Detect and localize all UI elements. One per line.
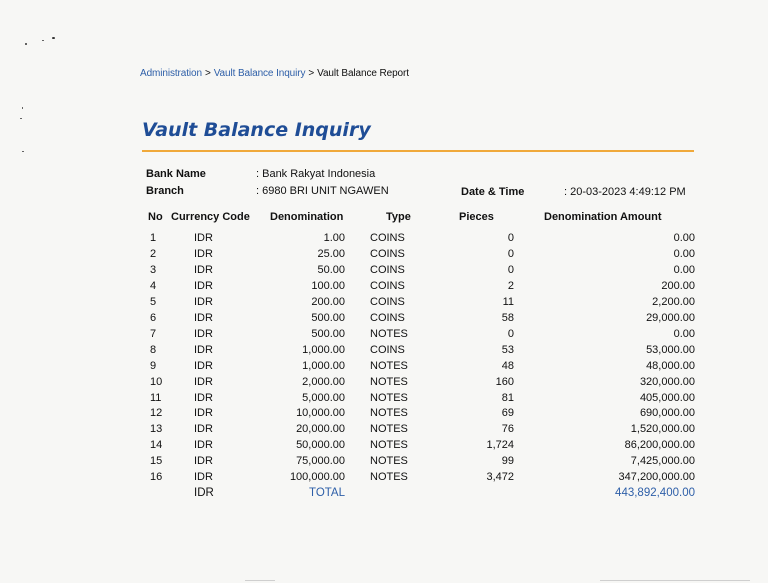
row-type: NOTES <box>370 391 408 404</box>
table-row <box>0 328 768 344</box>
total-currency: IDR <box>194 487 214 499</box>
row-amount: 48,000.00 <box>646 359 695 372</box>
table-row <box>0 248 768 264</box>
row-no: 3 <box>150 263 157 276</box>
row-currency: IDR <box>194 423 213 436</box>
row-currency: IDR <box>194 391 213 404</box>
row-currency: IDR <box>194 343 213 356</box>
breadcrumb-separator: > <box>308 68 315 79</box>
row-pieces: 3,472 <box>486 471 514 484</box>
row-pieces: 81 <box>501 391 514 404</box>
row-type: NOTES <box>370 455 408 468</box>
row-amount: 320,000.00 <box>639 375 695 388</box>
row-amount: 405,000.00 <box>639 391 695 404</box>
breadcrumb-link-vault-balance-inquiry[interactable]: Vault Balance Inquiry <box>213 68 306 79</box>
row-pieces: 99 <box>501 455 514 468</box>
row-pieces: 0 <box>507 327 514 340</box>
row-no: 15 <box>150 455 163 468</box>
branch-value: : 6980 BRI UNIT NGAWEN <box>256 185 389 197</box>
scan-speck <box>52 37 55 39</box>
row-type: NOTES <box>370 439 408 452</box>
table-row <box>0 455 768 471</box>
header-pieces: Pieces <box>459 211 494 223</box>
row-no: 14 <box>150 439 163 452</box>
table-row <box>0 376 768 392</box>
scan-speck <box>25 43 27 45</box>
row-denomination: 5,000.00 <box>302 391 345 404</box>
scan-line <box>245 580 275 581</box>
table-row <box>0 312 768 328</box>
row-type: NOTES <box>370 423 408 436</box>
table-row <box>0 471 768 487</box>
row-amount: 0.00 <box>673 327 695 340</box>
row-pieces: 11 <box>502 295 514 308</box>
row-amount: 7,425,000.00 <box>630 455 695 468</box>
row-currency: IDR <box>194 295 213 308</box>
row-no: 16 <box>150 471 163 484</box>
row-denomination: 500.00 <box>311 327 345 340</box>
header-type: Type <box>386 211 411 223</box>
row-currency: IDR <box>194 232 213 244</box>
row-no: 11 <box>150 391 162 404</box>
row-pieces: 76 <box>501 423 514 436</box>
total-amount: 443,892,400.00 <box>615 487 695 499</box>
table-row <box>0 296 768 312</box>
row-no: 1 <box>150 232 157 244</box>
row-type: NOTES <box>370 407 408 420</box>
row-pieces: 0 <box>507 232 514 244</box>
row-amount: 2,200.00 <box>652 295 695 308</box>
breadcrumb <box>140 68 409 79</box>
table-row <box>0 407 768 423</box>
row-denomination: 20,000.00 <box>296 423 345 436</box>
row-denomination: 100,000.00 <box>289 471 345 484</box>
row-pieces: 1,724 <box>486 439 514 452</box>
scan-speck <box>20 118 22 119</box>
row-amount: 200.00 <box>661 279 695 292</box>
header-denomination: Denomination <box>270 211 344 223</box>
row-currency: IDR <box>194 455 213 468</box>
table-row <box>0 439 768 455</box>
row-denomination: 1,000.00 <box>302 343 345 356</box>
title-underline <box>142 150 694 152</box>
branch-label: Branch <box>146 185 184 197</box>
breadcrumb-link-administration[interactable]: Administration <box>140 68 202 79</box>
row-denomination: 50.00 <box>317 263 345 276</box>
row-no: 6 <box>150 311 157 324</box>
row-amount: 347,200,000.00 <box>618 471 695 484</box>
row-pieces: 53 <box>501 343 514 356</box>
row-amount: 53,000.00 <box>646 343 695 356</box>
table-row <box>0 392 768 408</box>
row-amount: 690,000.00 <box>639 407 695 420</box>
row-no: 8 <box>150 343 157 356</box>
table-row <box>0 360 768 376</box>
row-type: NOTES <box>370 359 408 372</box>
row-type: COINS <box>370 295 405 308</box>
page-title: Vault Balance Inquiry <box>142 119 371 141</box>
row-type: COINS <box>370 247 405 260</box>
row-no: 9 <box>150 359 157 372</box>
scan-line <box>600 580 750 581</box>
row-no: 13 <box>150 423 163 436</box>
row-denomination: 1.00 <box>323 232 345 244</box>
row-denomination: 2,000.00 <box>302 375 345 388</box>
breadcrumb-current: Vault Balance Report <box>317 68 409 79</box>
row-denomination: 1,000.00 <box>302 359 345 372</box>
row-denomination: 25.00 <box>317 247 345 260</box>
table-total-row <box>0 486 768 502</box>
row-no: 4 <box>150 279 157 292</box>
row-currency: IDR <box>194 407 213 420</box>
row-denomination: 200.00 <box>311 295 345 308</box>
scan-speck <box>42 40 44 41</box>
row-pieces: 48 <box>501 359 514 372</box>
row-type: NOTES <box>370 375 408 388</box>
total-label: TOTAL <box>309 487 345 499</box>
table-row <box>0 264 768 280</box>
header-denomination-amount: Denomination Amount <box>544 211 662 223</box>
scan-speck <box>22 151 24 152</box>
table-row <box>0 280 768 296</box>
row-currency: IDR <box>194 279 213 292</box>
row-type: COINS <box>370 343 405 356</box>
header-no: No <box>148 211 163 223</box>
scan-speck <box>22 107 23 109</box>
row-no: 10 <box>150 375 163 388</box>
datetime-value: : 20-03-2023 4:49:12 PM <box>564 186 686 198</box>
header-currency-code: Currency Code <box>171 211 250 223</box>
row-amount: 1,520,000.00 <box>630 423 695 436</box>
datetime-label: Date & Time <box>461 186 525 198</box>
breadcrumb-separator: > <box>204 68 211 79</box>
row-no: 5 <box>150 295 157 308</box>
row-denomination: 10,000.00 <box>296 407 345 420</box>
row-currency: IDR <box>194 327 213 340</box>
row-currency: IDR <box>194 247 213 260</box>
row-amount: 0.00 <box>673 247 695 260</box>
row-type: COINS <box>370 232 405 244</box>
row-pieces: 160 <box>495 375 514 388</box>
row-pieces: 69 <box>501 407 514 420</box>
row-amount: 0.00 <box>673 263 695 276</box>
row-amount: 86,200,000.00 <box>624 439 695 452</box>
row-denomination: 100.00 <box>311 279 345 292</box>
row-denomination: 50,000.00 <box>296 439 345 452</box>
bank-name-label: Bank Name <box>146 168 206 180</box>
table-row <box>0 232 768 248</box>
row-pieces: 0 <box>507 263 514 276</box>
row-currency: IDR <box>194 263 213 276</box>
row-type: NOTES <box>370 327 408 340</box>
row-no: 7 <box>150 327 157 340</box>
row-pieces: 2 <box>507 279 514 292</box>
row-denomination: 500.00 <box>311 311 345 324</box>
row-denomination: 75,000.00 <box>296 455 345 468</box>
row-pieces: 0 <box>507 247 514 260</box>
row-currency: IDR <box>194 359 213 372</box>
table-row <box>0 423 768 439</box>
row-type: COINS <box>370 311 405 324</box>
row-type: COINS <box>370 279 405 292</box>
row-pieces: 58 <box>501 311 514 324</box>
row-currency: IDR <box>194 439 213 452</box>
row-type: NOTES <box>370 471 408 484</box>
row-currency: IDR <box>194 471 213 484</box>
row-currency: IDR <box>194 375 213 388</box>
row-amount: 0.00 <box>673 232 695 244</box>
row-currency: IDR <box>194 311 213 324</box>
row-amount: 29,000.00 <box>646 311 695 324</box>
row-no: 12 <box>150 407 163 420</box>
table-row <box>0 344 768 360</box>
row-no: 2 <box>150 247 157 260</box>
bank-name-value: : Bank Rakyat Indonesia <box>256 168 376 180</box>
row-type: COINS <box>370 263 405 276</box>
